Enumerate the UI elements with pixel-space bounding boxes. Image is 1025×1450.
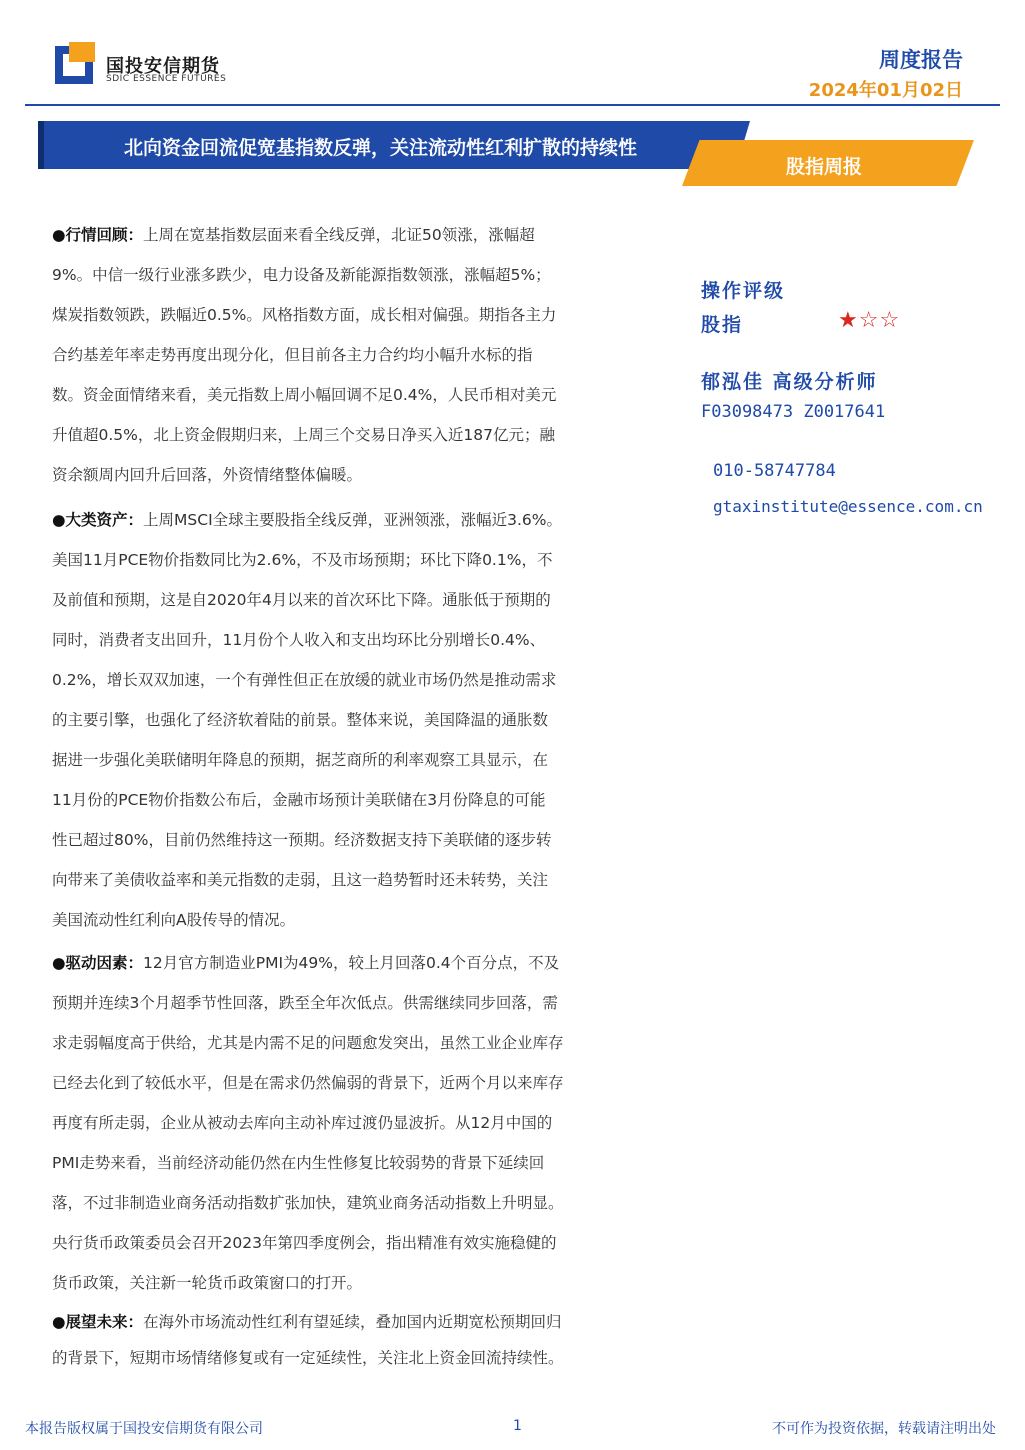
rating-label: 操作评级	[701, 280, 786, 302]
paragraph-line: 性已超过80%，目前仍然维持这一预期。经济数据支持下美联储的逐步转	[52, 831, 552, 849]
paragraph-line: 美国11月PCE物价指数同比为2.6%，不及市场预期；环比下降0.1%，不	[52, 551, 553, 569]
footer-disclaimer: 不可作为投资依据，转载请注明出处	[772, 1421, 996, 1437]
footer-copyright: 本报告版权属于国投安信期货有限公司	[25, 1421, 263, 1437]
paragraph-line: 合约基差年率走势再度出现分化，但目前各主力合约均小幅升水标的指	[52, 346, 533, 364]
paragraph-line: 预期并连续3个月超季节性回落，跌至全年次低点。供需继续同步回落，需	[52, 994, 558, 1012]
logo-chinese-name: 国投安信期货	[106, 56, 220, 77]
paragraph-line: 的主要引擎，也强化了经济软着陆的前景。整体来说，美国降温的通胀数	[52, 711, 549, 729]
paragraph-line: ●展望未来：在海外市场流动性红利有望延续，叠加国内近期宽松预期回归	[52, 1313, 562, 1331]
paragraph-line: 的背景下，短期市场情绪修复或有一定延续性，关注北上资金回流持续性。	[52, 1349, 564, 1367]
paragraph-line: 0.2%，增长双双加速，一个有弹性但正在放缓的就业市场仍然是推动需求	[52, 671, 557, 689]
analyst-name: 郁泓佳 高级分析师	[701, 371, 878, 393]
paragraph-line: ●大类资产：上周MSCI全球主要股指全线反弹，亚洲领涨，涨幅近3.6%。	[52, 511, 563, 529]
paragraph-line: ●驱动因素：12月官方制造业PMI为49%，较上月回落0.4个百分点，不及	[52, 954, 560, 972]
section-drivers	[52, 943, 632, 1303]
paragraph-line: 9%。中信一级行业涨多跌少，电力设备及新能源指数领涨，涨幅超5%；	[52, 266, 551, 284]
analyst-cert-numbers: F03098473 Z0017641	[701, 402, 886, 422]
paragraph-line: 向带来了美债收益率和美元指数的走弱，且这一趋势暂时还未转势，关注	[52, 871, 549, 889]
paragraph-line: 央行货币政策委员会召开2023年第四季度例会，指出精准有效实施稳健的	[52, 1234, 557, 1252]
logo-english-name: SDIC ESSENCE FUTURES	[106, 74, 227, 84]
paragraph-line: 据进一步强化美联储明年降息的预期，据芝商所的利率观察工具显示，在	[52, 751, 549, 769]
paragraph-line: 再度有所走弱，企业从被动去库向主动补库过渡仍显波折。从12月中国的	[52, 1114, 553, 1132]
paragraph-line: ●行情回顾：上周在宽基指数层面来看全线反弹，北证50领涨，涨幅超	[52, 226, 535, 244]
paragraph-line: 美国流动性红利向A股传导的情况。	[52, 911, 296, 929]
paragraph-line: 煤炭指数领跌，跌幅近0.5%。风格指数方面，成长相对偏强。期指各主力	[52, 306, 557, 324]
header-divider	[25, 104, 1000, 106]
paragraph-line: 货币政策，关注新一轮货币政策窗口的打开。	[52, 1274, 363, 1292]
report-title: 北向资金回流促宽基指数反弹，关注流动性红利扩散的持续性	[124, 137, 638, 159]
paragraph-line: 求走弱幅度高于供给，尤其是内需不足的问题愈发突出，虽然工业企业库存	[52, 1034, 564, 1052]
rating-stars-icon: ★☆☆	[838, 308, 901, 333]
index-label: 股指	[701, 314, 744, 336]
paragraph-line: 同时，消费者支出回升，11月份个人收入和支出均环比分别增长0.4%、	[52, 631, 546, 649]
report-type: 周度报告	[879, 48, 963, 72]
section-heading: ●驱动因素：	[52, 954, 144, 972]
report-date: 2024年01月02日	[808, 80, 963, 101]
section-heading: ●行情回顾：	[52, 226, 144, 244]
contact-phone: 010-58747784	[713, 461, 836, 481]
category-tag: 股指周报	[786, 156, 863, 178]
section-outlook	[52, 1304, 632, 1376]
paragraph-line: 及前值和预期，这是自2020年4月以来的首次环比下降。通胀低于预期的	[52, 591, 551, 609]
paragraph-line: 落，不过非制造业商务活动指数扩张加快，建筑业商务活动指数上升明显。	[52, 1194, 564, 1212]
section-heading: ●大类资产：	[52, 511, 144, 529]
contact-email[interactable]: gtaxinstitute@essence.com.cn	[713, 497, 983, 516]
page-number: 1	[513, 1418, 522, 1434]
paragraph-line: 11月份的PCE物价指数公布后，金融市场预计美联储在3月份降息的可能	[52, 791, 546, 809]
section-heading: ●展望未来：	[52, 1313, 144, 1331]
paragraph-line: PMI走势来看，当前经济动能仍然在内生性修复比较弱势的背景下延续回	[52, 1154, 545, 1172]
section-market-review	[52, 215, 632, 495]
paragraph-line: 升值超0.5%，北上资金假期归来，上周三个交易日净买入近187亿元；融	[52, 426, 555, 444]
paragraph-line: 数。资金面情绪来看，美元指数上周小幅回调不足0.4%，人民币相对美元	[52, 386, 557, 404]
section-asset-classes	[52, 500, 632, 940]
paragraph-line: 已经去化到了较低水平，但是在需求仍然偏弱的背景下，近两个月以来库存	[52, 1074, 564, 1092]
company-logo-icon	[55, 42, 97, 84]
paragraph-line: 资余额周内回升后回落，外资情绪整体偏暖。	[52, 466, 363, 484]
